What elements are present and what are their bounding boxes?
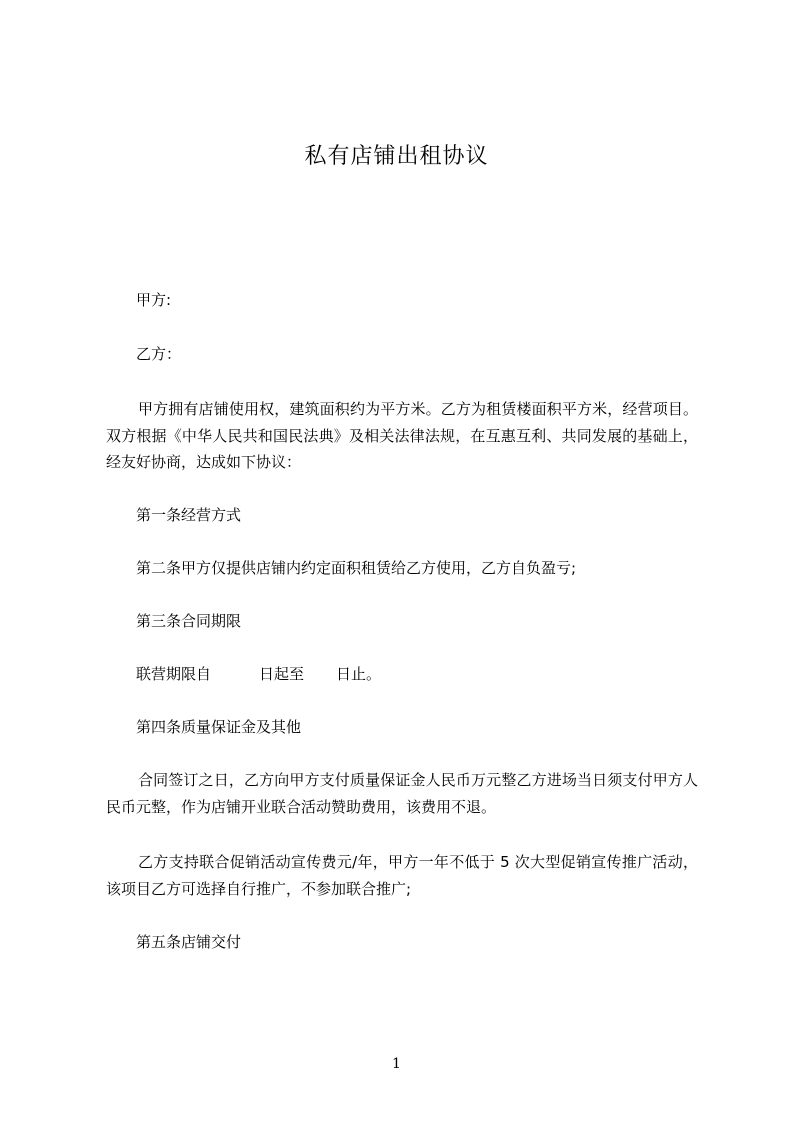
article-4-heading: 第四条质量保证金及其他 [136,718,302,736]
party-a-line: 甲方: [136,291,172,309]
document-title: 私有店铺出租协议 [304,144,489,169]
intro-paragraph: 甲方拥有店铺使用权，建筑面积约为平方米。乙方为租赁楼面积平方米，经营项目。双方根据《中华人民共和国民法典》及相关法律法规，在互惠互利、共同发展的基础上，经友好协商，达成如下协议： [106,400,698,471]
article-5-heading: 第五条店铺交付 [136,933,242,951]
term-from: 日起至 [259,665,305,683]
deposit-paragraph: 合同签订之日，乙方向甲方支付质量保证金人民币万元整乙方进场当日须支付甲方人民币元整，作为店铺开业联合活动赞助费用，该费用不退。 [106,771,698,816]
article-2-text: 第二条甲方仅提供店铺内约定面积租赁给乙方使用，乙方自负盈亏; [136,559,577,577]
party-b-line: 乙方： [136,345,182,363]
term-to: 日止。 [336,665,382,683]
term-label: 联营期限自 [136,665,212,683]
term-line [136,661,381,687]
page-number: 1 [392,1056,401,1072]
promotion-paragraph: 乙方支持联合促销活动宣传费元/年，甲方一年不低于 5 次大型促销宣传推广活动，该项目乙方可选择自行推广，不参加联合推广; [106,853,698,898]
article-3-heading: 第三条合同期限 [136,612,242,630]
article-1-heading: 第一条经营方式 [136,506,242,524]
